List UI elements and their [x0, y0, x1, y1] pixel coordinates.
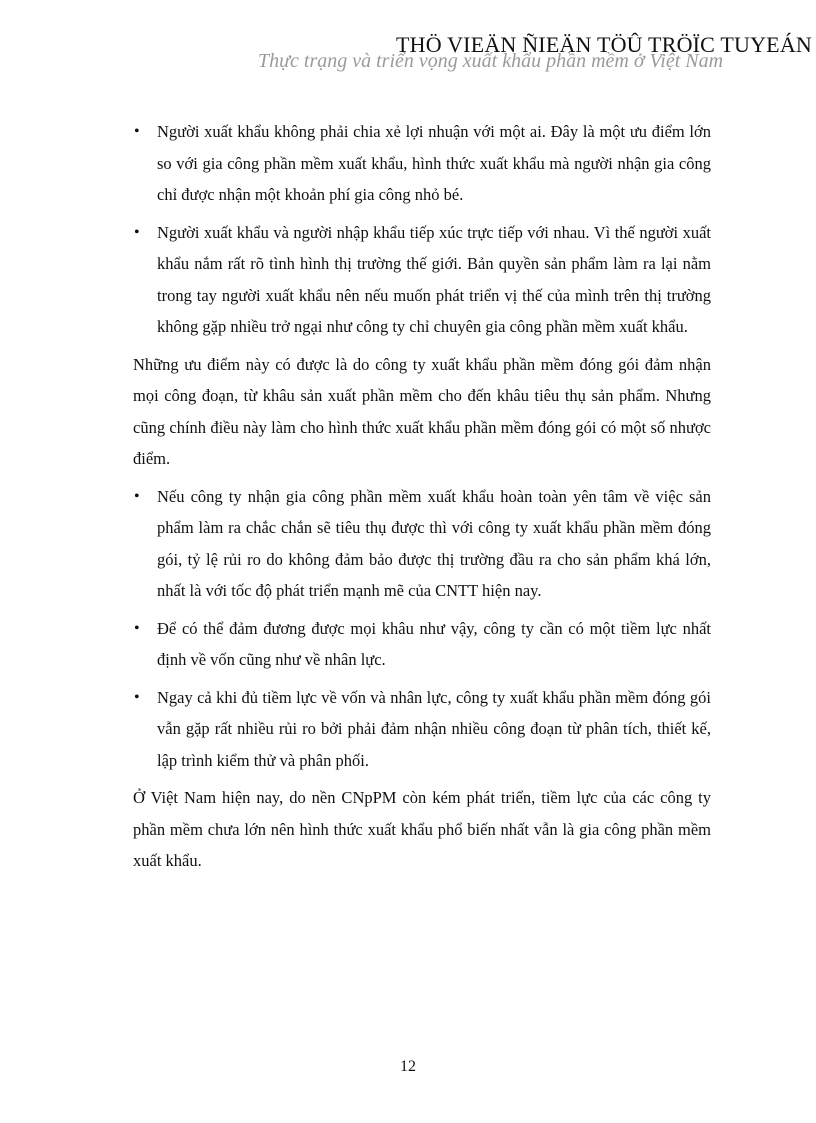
disadvantages-list — [133, 481, 711, 777]
page-content — [133, 116, 711, 883]
list-item — [133, 481, 711, 607]
paragraph-transition: Những ưu điểm này có được là do công ty xuất khẩu phần mềm đóng gói đảm nhận mọi công đoạn, từ khâu sản xuất phần mềm cho đến khâu tiêu thụ sản phẩm. Nhưng cũng chính điều này làm cho hình thức xuất khẩu phần mềm đóng gói có một số nhược điểm. — [133, 354, 711, 468]
list-item-text: Để có thể đảm đương được mọi khâu như vậy, công ty cần có một tiềm lực nhất định về vốn cũng như về nhân lực. — [157, 618, 711, 669]
list-item-text: Ngay cả khi đủ tiềm lực về vốn và nhân lực, công ty xuất khẩu phần mềm đóng gói vẫn gặp rất nhiều rủi ro bởi phải đảm nhận nhiều công đoạn từ phân tích, thiết kế, lập trình kiểm thử và phân phối. — [157, 687, 711, 770]
paragraph-conclusion: Ở Việt Nam hiện nay, do nền CNpPM còn kém phát triển, tiềm lực của các công ty phần mềm chưa lớn nên hình thức xuất khẩu phổ biến nhất vẫn là gia công phần mềm xuất khẩu. — [133, 788, 711, 870]
bullet-icon: • — [134, 123, 140, 140]
list-item-text: Người xuất khẩu và người nhập khẩu tiếp xúc trực tiếp với nhau. Vì thế người xuất khẩu nắm rất rõ tình hình thị trường thế giới. Bản quyền sản phẩm làm ra lại nằm trong tay người xuất khẩu nên nếu muốn phát triển vị thế của mình trên thị trường không gặp nhiều trở ngại như công ty chỉ chuyên gia công phần mềm xuất khẩu. — [157, 222, 711, 336]
bullet-icon: • — [134, 688, 140, 706]
list-item-text: Nếu công ty nhận gia công phần mềm xuất khẩu hoàn toàn yên tâm về việc sản phẩm làm ra chắc chắn sẽ tiêu thụ được thì với công ty xuất khẩu phần mềm đóng gói, tỷ lệ rủi ro do không đảm bảo được thị trường đầu ra cho sản phẩm khá lớn, nhất là với tốc độ phát triển mạnh mẽ của CNTT hiện nay. — [157, 486, 711, 600]
list-item — [133, 613, 711, 676]
page-number: 12 — [400, 1058, 416, 1075]
list-item — [133, 116, 711, 211]
bullet-icon: • — [134, 487, 140, 505]
header-title: THÖ VIEÄN ÑIEÄN TÖÛ TRÖÏC TUYEÁN — [395, 32, 812, 57]
list-item-text: Người xuất khẩu không phải chia xẻ lợi nhuận với một ai. Đây là một ưu điểm lớn so với gia công phần mềm xuất khẩu, hình thức xuất khẩu mà người nhận gia công chỉ được nhận một khoản phí gia công nhỏ bé. — [157, 122, 711, 204]
bullet-icon: • — [134, 619, 140, 637]
header-subtitle: Thực trạng và triển vọng xuất khẩu phần mềm ở Việt Nam — [258, 50, 724, 72]
bullet-icon: • — [134, 223, 140, 241]
list-item — [133, 217, 711, 343]
list-item — [133, 682, 711, 777]
advantages-list — [133, 116, 711, 343]
